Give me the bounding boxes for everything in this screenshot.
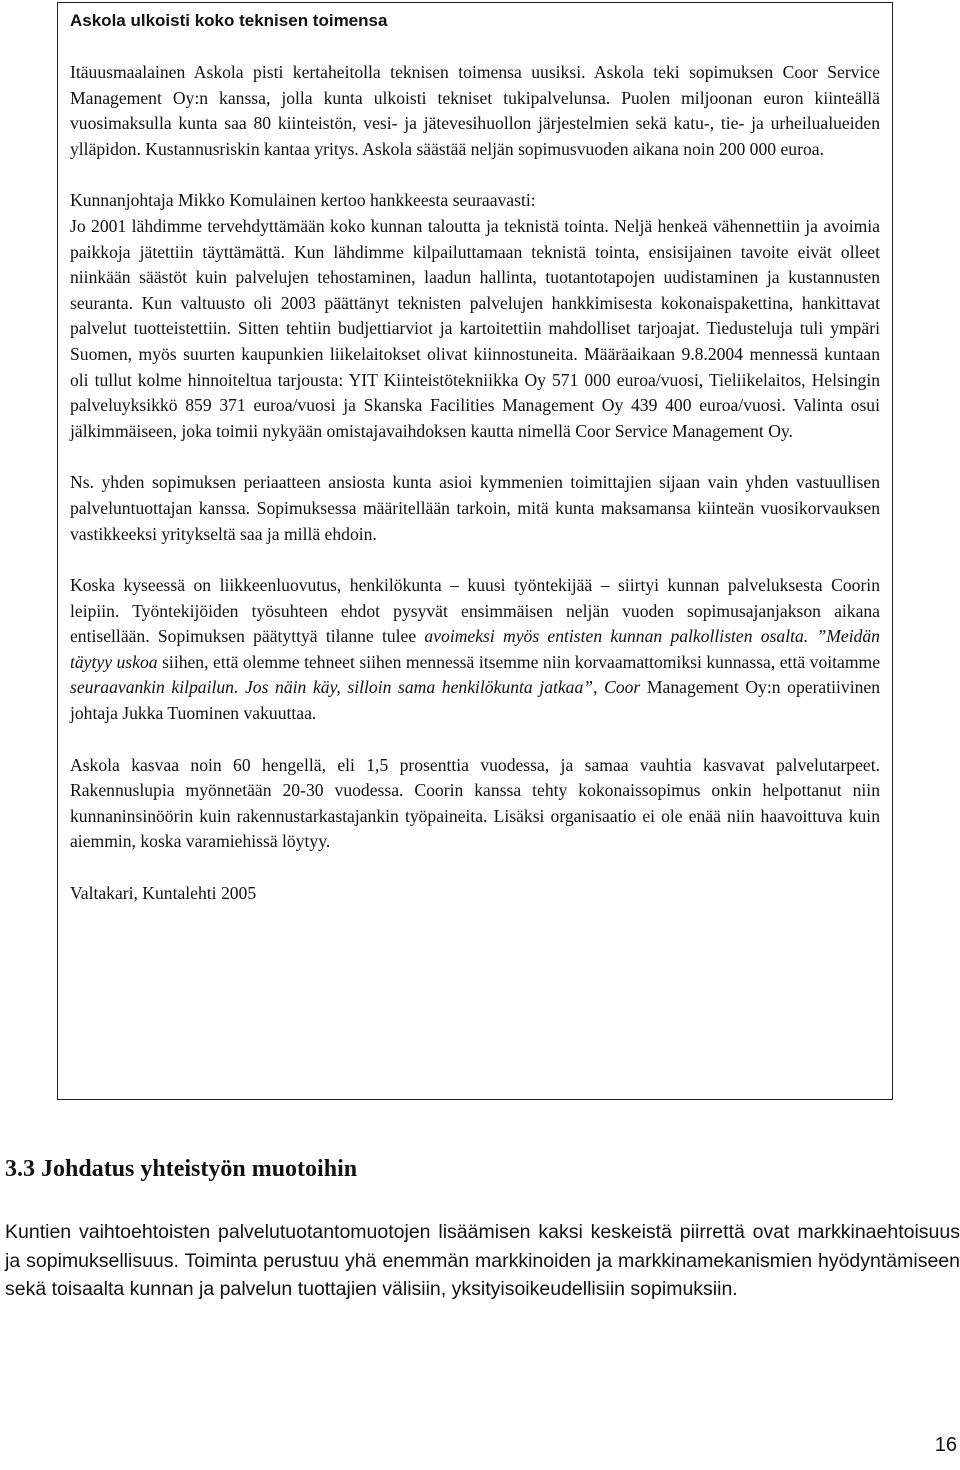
case-paragraph-2: Jo 2001 lähdimme tervehdyttämään koko kunnan taloutta ja teknistä tointa. Neljä henkeä vähennettiin ja avoimia paikkoja jätettiin täyttämättä. Kun lähdimme kilpailuttamaan teknistä tointa, ensisijainen tavoite eivät olleet niinkään säästöt kuin palvelujen tehostaminen, laadun hallinta, tuotantotapojen uudistaminen ja kustannusten seuranta. Kun valtuusto oli 2003 päättänyt teknisten palvelujen hankkimisesta kokonaispakettina, hankittavat palvelut tuotteistettiin. Sitten tehtiin budjettiarviot ja kartoitettiin mahdolliset tarjoajat. Tiedusteluja tuli ympäri Suomen, myös suurten kaupunkien liikelaitokset olivat kiinnostuneita. Määräaikaan 9.8.2004 mennessä kuntaan oli tullut kolme hinnoiteltua tarjousta: YIT Kiinteistötekniikka Oy 571 000 euroa/vuosi, Tieliikelaitos, Helsingin palveluyksikkö 859 371 euroa/vuosi ja Skanska Facilities Management Oy 439 400 euroa/vuosi. Valinta osui jälkimmäiseen, joka toimii nykyään omistajavaihdoksen kautta nimellä Coor Service Management Oy.	[70, 215, 880, 441]
section-paragraph: Kuntien vaihtoehtoisten palvelutuotantomuotojen lisäämisen kaksi keskeistä piirrettä ovat markkinaehtoisuus ja sopimuksellisuus. Toiminta perustuu yhä enemmän markkinoiden ja markkinamekanismien hyödyntämiseen sekä toisaalta kunnan ja palvelun tuottajien välisiin, yksityisoikeudellisiin sopimuksiin.	[5, 1221, 960, 1300]
case-paragraph-3: Ns. yhden sopimuksen periaatteen ansiosta kunta asioi kymmenien toimittajien sijaan vain yhden vastuullisen palveluntuottajan kanssa. Sopimuksessa määritellään tarkoin, mitä kunta maksamansa kiinteän vuosikorvauksen vastikkeeksi yritykseltä saa ja millä ehdoin.	[70, 472, 880, 544]
case-paragraph-1: Itäuusmaalainen Askola pisti kertaheitolla teknisen toimensa uusiksi. Askola teki sopimuksen Coor Service Management Oy:n kanssa, jolla kunta ulkoisti tekniset tukipalvelunsa. Puolen miljoonan euron kiinteällä vuosimaksulla kunta saa 80 kiinteistön, vesi- ja jätevesihuollon järjestelmien sekä katu-, tie- ja urheilualueiden ylläpidon. Kustannusriskin kantaa yritys. Askola säästää neljän sopimusvuoden aikana noin 200 000 euroa.	[70, 62, 880, 159]
case-paragraph-4-part-d: seuraavankin kilpailun. Jos näin käy, silloin sama henkilökunta jatkaa”, Coor	[70, 677, 641, 698]
case-paragraph-4	[70, 573, 880, 727]
case-paragraph-4-part-c: siihen, että olemme tehneet siihen mennessä itsemme niin korvaamattomiksi kunnassa, että voitamme	[162, 651, 881, 672]
case-paragraph-4-part-a: Koska kyseessä on liikkeenluovutus, henkilökunta – kuusi työntekijää – siirtyi kunnan palveluksesta Coorin leipiin. Työntekijöiden työsuhteen ehdot pysyvät ensimmäisen neljän vuoden sopimusajanjakson aikana entisellään. Sopimuksen päätyttyä tilanne tulee	[70, 575, 880, 647]
case-paragraph-4-part-b: avoimeksi myös entisten kunnan palkollisten osalta. ”Meidän täytyy uskoa	[70, 626, 880, 672]
section-heading: 3.3 Johdatus yhteistyön muotoihin	[5, 1156, 358, 1182]
case-study-title: Askola ulkoisti koko teknisen toimensa	[70, 11, 388, 30]
case-paragraph-2-intro: Kunnanjohtaja Mikko Komulainen kertoo hankkeesta seuraavasti:	[70, 190, 536, 211]
page-number: 16	[934, 1434, 957, 1456]
case-paragraph-5: Askola kasvaa noin 60 hengellä, eli 1,5 prosenttia vuodessa, ja samaa vauhtia kasvavat palvelutarpeet. Rakennuslupia myönnetään 20-30 vuodessa. Coorin kanssa tehty kokonaissopimus onkin helpottanut niin kunnaninsinöörin kuin rakennustarkastajankin työpaineita. Lisäksi organisaatio ei ole enää niin haavoittuva kuin aiemmin, koska varamiehissä löytyy.	[70, 754, 880, 852]
case-paragraph-4-part-e: Management Oy:n operatiivinen johtaja Jukka Tuominen vakuuttaa.	[70, 677, 880, 724]
case-source: Valtakari, Kuntalehti 2005	[70, 883, 257, 904]
case-study-box	[57, 2, 893, 1100]
